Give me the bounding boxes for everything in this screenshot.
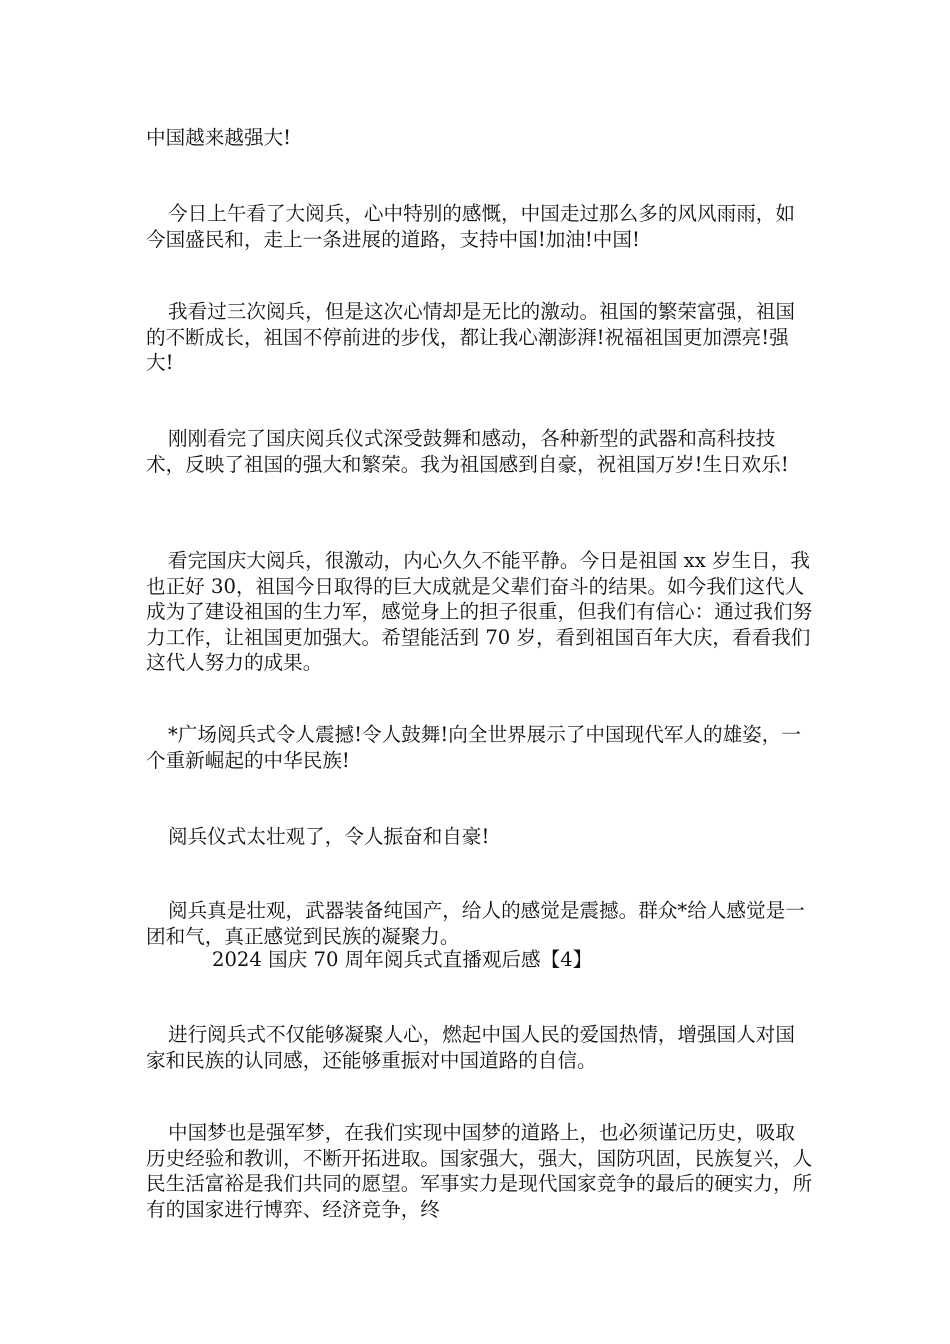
paragraph-three-parades: 我看过三次阅兵，但是这次心情却是无比的激动。祖国的繁荣富强，祖国的不断成长，祖国不停前进的步伐，都让我心潮澎湃!祝福祖国更加漂亮!强大! <box>146 300 795 374</box>
paragraph-closing-line: 中国越来越强大! <box>146 126 292 149</box>
paragraph-birthday-reflection: 看完国庆大阅兵，很激动，内心久久不能平静。今日是祖国 xx 岁生日，我也正好 30，祖国今日取得的巨大成就是父辈们奋斗的结果。如今我们这代人成为了建设祖国的生力军，感觉身上的担子很重，但我们有信心：通过我们努力工作，让祖国更加强大。希望能活到 70 岁，看到祖国百年大庆，看看我们这代人努力的成果。 <box>146 549 813 674</box>
paragraph-national-day-ceremony: 刚刚看完了国庆阅兵仪式深受鼓舞和感动，各种新型的武器和高科技技术，反映了祖国的强大和繁荣。我为祖国感到自豪，祝祖国万岁!生日欢乐! <box>146 427 789 476</box>
paragraph-domestic-weapons: 阅兵真是壮观，武器装备纯国产，给人的感觉是震撼。群众*给人感觉是一团和气，真正感觉到民族的凝聚力。 <box>146 899 805 948</box>
paragraph-square-parade: *广场阅兵式令人震撼!令人鼓舞!向全世界展示了中国现代军人的雄姿，一个重新崛起的中华民族! <box>146 723 801 772</box>
section-heading: 2024 国庆 70 周年阅兵式直播观后感【4】 <box>212 948 593 971</box>
paragraph-spectacular-ceremony: 阅兵仪式太壮观了，令人振奋和自豪! <box>168 825 490 848</box>
paragraph-china-dream: 中国梦也是强军梦，在我们实现中国梦的道路上，也必须谨记历史，吸取历史经验和教训，不断开拓进取。国家强大，强大，国防巩固，民族复兴，人民生活富裕是我们共同的愿望。军事实力是现代国家竞争的最后的硬实力，所有的国家进行博弈、经济竞争，终 <box>146 1121 813 1221</box>
paragraph-unite-hearts: 进行阅兵式不仅能够凝聚人心，燃起中国人民的爱国热情，增强国人对国家和民族的认同感，还能够重振对中国道路的自信。 <box>146 1023 795 1072</box>
paragraph-morning-parade: 今日上午看了大阅兵，心中特别的感慨，中国走过那么多的风风雨雨，如今国盛民和，走上一条进展的道路，支持中国!加油!中国! <box>146 202 795 251</box>
